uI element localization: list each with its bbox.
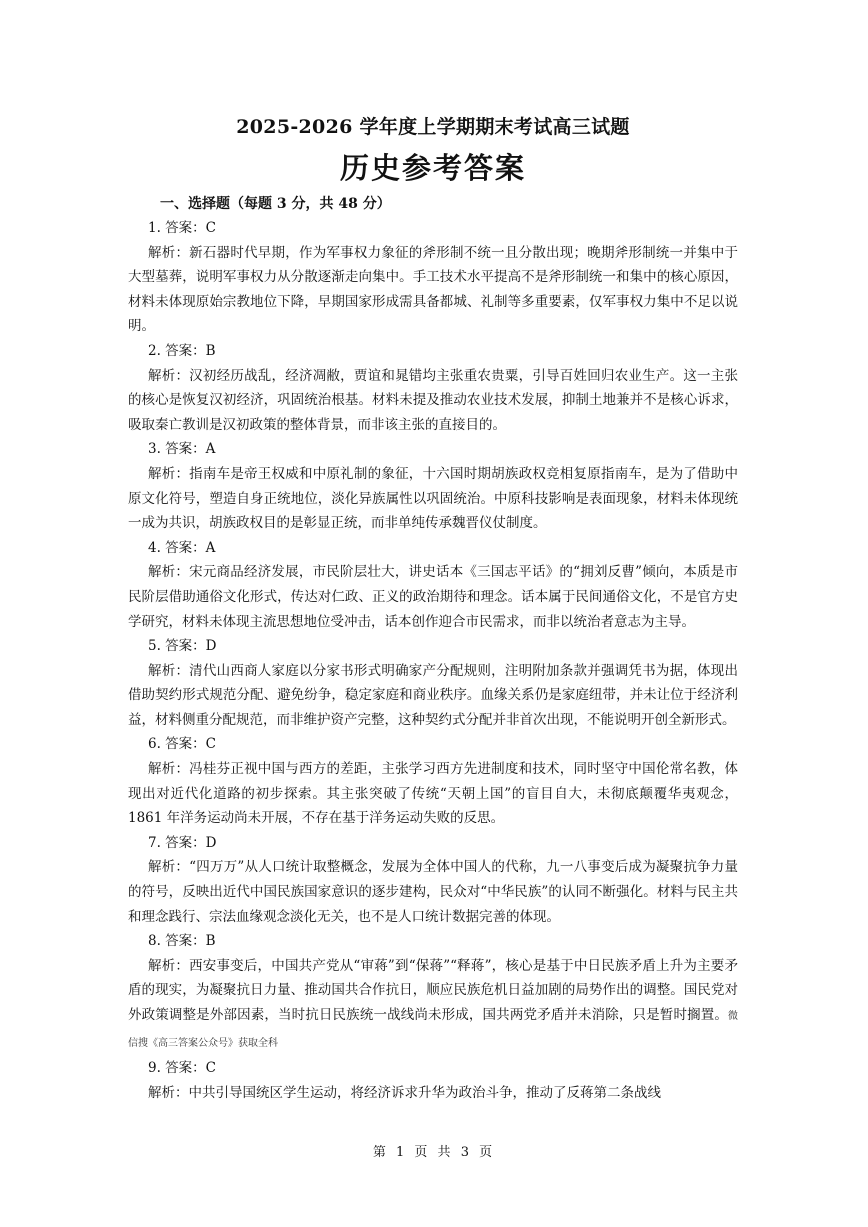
watermark-text: 微信搜《高三答案公众号》获取全科 <box>128 1011 738 1049</box>
analysis-text: 解析：冯桂芬正视中国与西方的差距，主张学习西方先进制度和技术，同时坚守中国伦常名教，体现出对近代化道路的初步探索。其主张突破了传统“天朝上国”的盲目自大，未彻底颠覆华夷观念，1861 年洋务运动尚未开展，不存在基于洋务运动失败的反思。 <box>128 761 738 827</box>
page-number: 第 1 页 共 3 页 <box>372 1145 496 1160</box>
analysis-text: 解析：中共引导国统区学生运动，将经济诉求升华为政治斗争，推动了反蒋第二条战线 <box>148 1084 661 1101</box>
analysis-text: 解析：宋元商品经济发展，市民阶层壮大，讲史话本《三国志平话》的“拥刘反曹”倾向，本质是市民阶层借助通俗文化形式，传达对仁政、正义的政治期待和理念。话本属于民间通俗文化，不是官方史学研究，材料未体现主流思想地位受冲击，话本创作迎合市民需求，而非以统治者意志为主导。 <box>128 564 738 630</box>
answer-line: 6. 答案：C <box>148 736 217 753</box>
analysis-text: 解析：清代山西商人家庭以分家书形式明确家产分配规则，注明附加条款并强调凭书为据，体现出借助契约形式规范分配、避免纷争，稳定家庭和商业秩序。血缘关系仍是家庭纽带，并未让位于经济利益，材料侧重分配规范，而非维护资产完整，这种契约式分配并非首次出现，不能说明开创全新形式。 <box>128 662 738 728</box>
question-9 <box>128 1056 738 1105</box>
answer-line: 3. 答案：A <box>148 441 216 458</box>
analysis-body: 解析：西安事变后，中国共产党从“审蒋”到“保蒋”“释蒋”，核心是基于中日民族矛盾上升为主要矛盾的现实，为凝聚抗日力量、推动国共合作抗日，顺应民族危机日益加剧的局势作出的调整。国民党对外政策调整是外部因素，当时抗日民族统一战线尚未形成，国共两党矛盾并未消除，只是暂时搁置。 <box>128 957 738 1023</box>
question-7 <box>128 831 738 929</box>
question-5 <box>128 634 738 732</box>
answer-line: 7. 答案：D <box>148 834 217 851</box>
question-4 <box>128 536 738 634</box>
analysis-text: 解析：“四万万”从人口统计取整概念，发展为全体中国人的代称，九一八事变后成为凝聚抗争力量的符号，反映出近代中国民族国家意识的逐步建构，民众对“中华民族”的认同不断强化。材料与民主共和理念践行、宗法血缘观念淡化无关，也不是人口统计数据完善的体现。 <box>128 859 738 925</box>
exam-title: 2025-2026 学年度上学期期末考试高三试题 <box>236 116 630 138</box>
analysis-text <box>128 954 738 1056</box>
answer-key-title: 历史参考答案 <box>339 151 526 185</box>
analysis-text: 解析：新石器时代早期，作为军事权力象征的斧形制不统一且分散出现；晚期斧形制统一并集中于大型墓葬，说明军事权力从分散逐渐走向集中。手工技术水平提高不是斧形制统一和集中的核心原因，材料未体现原始宗教地位下降，早期国家形成需具备都城、礼制等多重要素，仅军事权力集中不足以说明。 <box>128 244 738 335</box>
answer-line: 4. 答案：A <box>148 539 216 556</box>
analysis-text: 解析：汉初经历战乱，经济凋敝，贾谊和晁错均主张重农贵粟，引导百姓回归农业生产。这一主张的核心是恢复汉初经济，巩固统治根基。材料未提及推动农业技术发展，抑制土地兼并不是核心诉求，吸取秦亡教训是汉初政策的整体背景，而非该主张的直接目的。 <box>128 367 738 433</box>
answer-line: 5. 答案：D <box>148 638 217 655</box>
answer-line: 8. 答案：B <box>148 933 216 950</box>
question-3 <box>128 437 738 535</box>
question-2 <box>128 339 738 437</box>
answer-line: 1. 答案：C <box>148 220 217 236</box>
question-6 <box>128 732 738 830</box>
question-1 <box>128 216 738 339</box>
question-8 <box>128 929 738 1056</box>
section-heading: 一、选择题（每题 3 分，共 48 分） <box>160 196 391 212</box>
answer-line: 9. 答案：C <box>148 1060 217 1077</box>
answer-line: 2. 答案：B <box>148 342 216 359</box>
analysis-text: 解析：指南车是帝王权威和中原礼制的象征，十六国时期胡族政权竞相复原指南车，是为了借助中原文化符号，塑造自身正统地位，淡化异族属性以巩固统治。中原科技影响是表面现象，材料未体现统一成为共识，胡族政权目的是彰显正统，而非单纯传承魏晋仪仗制度。 <box>128 465 738 532</box>
